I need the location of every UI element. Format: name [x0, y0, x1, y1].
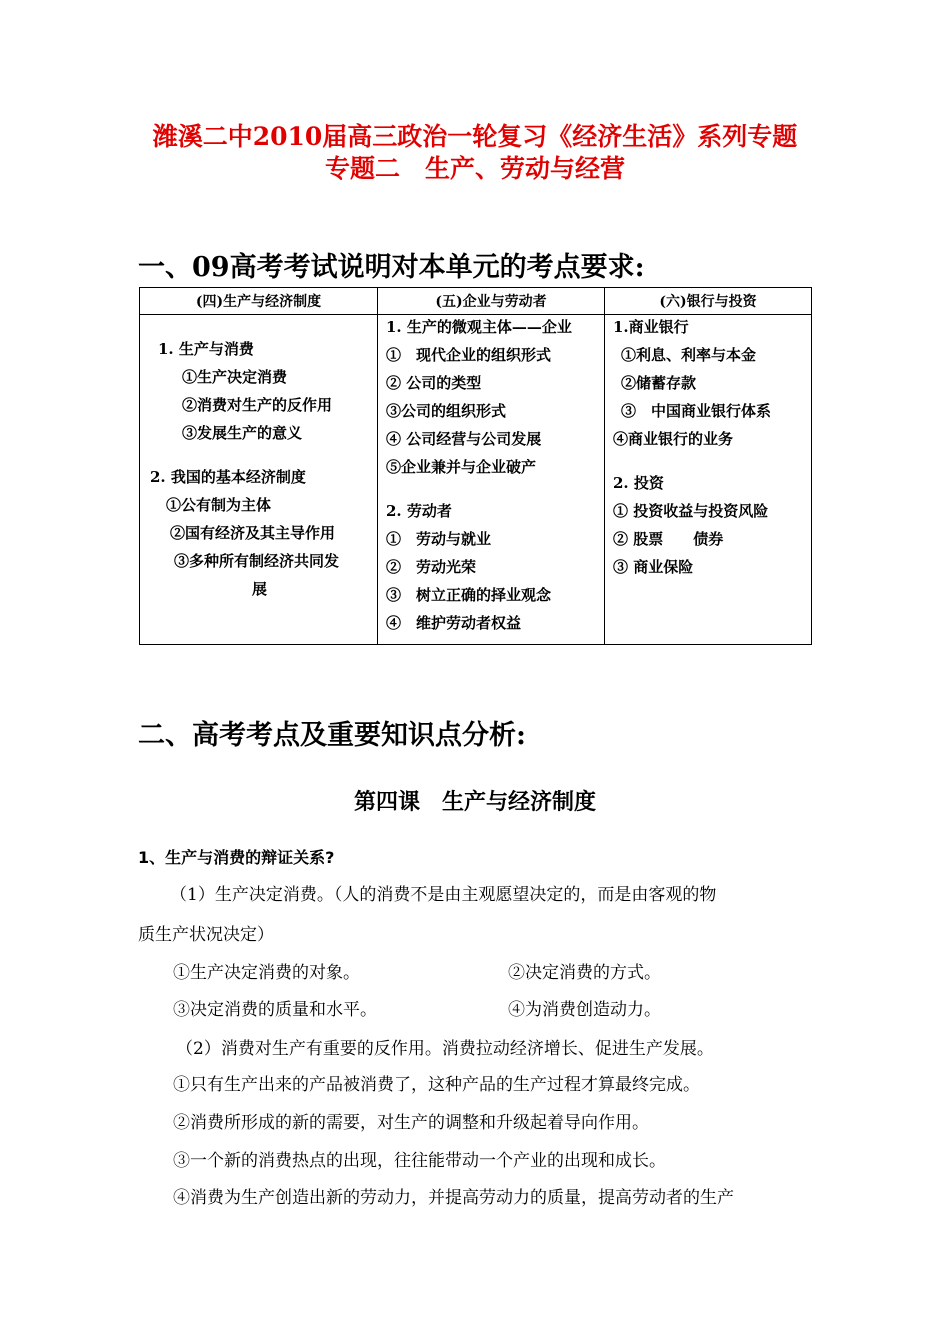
- list-item: ④ 维护劳动者权益: [386, 614, 522, 632]
- table-header-enterprise: (五)企业与劳动者: [378, 288, 605, 315]
- point-1a: ①生产决定消费的对象。: [173, 963, 360, 983]
- list-item: 2. 我国的基本经济制度: [150, 468, 306, 486]
- requirements-table: [139, 287, 812, 645]
- paragraph-1-line1: （1）生产决定消费。（人的消费不是由主观愿望决定的，而是由客观的物: [170, 885, 717, 905]
- section2-heading: 二、高考考点及重要知识点分析:: [138, 720, 526, 751]
- point-2b: ④为消费创造动力。: [508, 1000, 661, 1020]
- list-item-3: ③一个新的消费热点的出现，往往能带动一个产业的出现和成长。: [173, 1151, 666, 1171]
- point-1b: ②决定消费的方式。: [508, 963, 661, 983]
- list-item: 展: [252, 580, 268, 598]
- paragraph-1-line2: 质生产状况决定）: [138, 925, 274, 945]
- document-title-line2: 专题二 生产、劳动与经营: [324, 154, 625, 183]
- list-item: ② 公司的类型: [386, 374, 482, 392]
- list-item: ①生产决定消费: [182, 368, 288, 386]
- list-item: ① 劳动与就业: [386, 530, 492, 548]
- list-item-4: ④消费为生产创造出新的劳动力，并提高劳动力的质量，提高劳动者的生产: [173, 1188, 734, 1208]
- list-item: ①利息、利率与本金: [621, 346, 757, 364]
- list-item: ⑤企业兼并与企业破产: [386, 458, 537, 476]
- list-item: ②消费对生产的反作用: [182, 396, 333, 414]
- paragraph-2: （2）消费对生产有重要的反作用。消费拉动经济增长、促进生产发展。: [176, 1039, 714, 1059]
- table-cell-enterprise: [378, 315, 605, 645]
- list-item: 1. 生产的微观主体——企业: [386, 318, 572, 336]
- list-item: 2. 劳动者: [386, 502, 452, 520]
- list-item: ① 现代企业的组织形式: [386, 346, 552, 364]
- list-item: ②国有经济及其主导作用: [170, 524, 336, 542]
- list-item: ④ 公司经营与公司发展: [386, 430, 542, 448]
- question-heading: 1、生产与消费的辩证关系?: [138, 848, 335, 867]
- list-item: ④商业银行的业务: [613, 430, 734, 448]
- list-item-2: ②消费所形成的新的需要，对生产的调整和升级起着导向作用。: [173, 1113, 649, 1133]
- points-row-1: [173, 960, 853, 986]
- document-title-line1: 潍溪二中2010届高三政治一轮复习《经济生活》系列专题: [152, 122, 798, 151]
- list-item: ③ 商业保险: [613, 558, 694, 576]
- table-cell-production: [140, 315, 378, 645]
- points-row-2: [173, 997, 853, 1023]
- list-item: ② 劳动光荣: [386, 558, 477, 576]
- list-item: ①公有制为主体: [166, 496, 272, 514]
- list-item: ③公司的组织形式: [386, 402, 507, 420]
- list-item: ② 股票 债券: [613, 530, 724, 548]
- point-2a: ③决定消费的质量和水平。: [173, 1000, 377, 1020]
- section1-heading: 一、09高考考试说明对本单元的考点要求:: [138, 252, 645, 283]
- lesson-title: 第四课 生产与经济制度: [353, 789, 596, 815]
- list-item: ②储蓄存款: [621, 374, 697, 392]
- table-header-banking: (六)银行与投资: [605, 288, 812, 315]
- list-item: 2. 投资: [613, 474, 664, 492]
- list-item: 1.商业银行: [613, 318, 689, 336]
- list-item: ① 投资收益与投资风险: [613, 502, 769, 520]
- list-item: ③发展生产的意义: [182, 424, 303, 442]
- table-cell-banking: [605, 315, 812, 645]
- list-item: 1. 生产与消费: [158, 340, 254, 358]
- table-header-production: (四)生产与经济制度: [140, 288, 378, 315]
- list-item: ③ 中国商业银行体系: [621, 402, 772, 420]
- list-item: ③多种所有制经济共同发: [174, 552, 340, 570]
- list-item: ③ 树立正确的择业观念: [386, 586, 552, 604]
- list-item-1: ①只有生产出来的产品被消费了，这种产品的生产过程才算最终完成。: [173, 1075, 700, 1095]
